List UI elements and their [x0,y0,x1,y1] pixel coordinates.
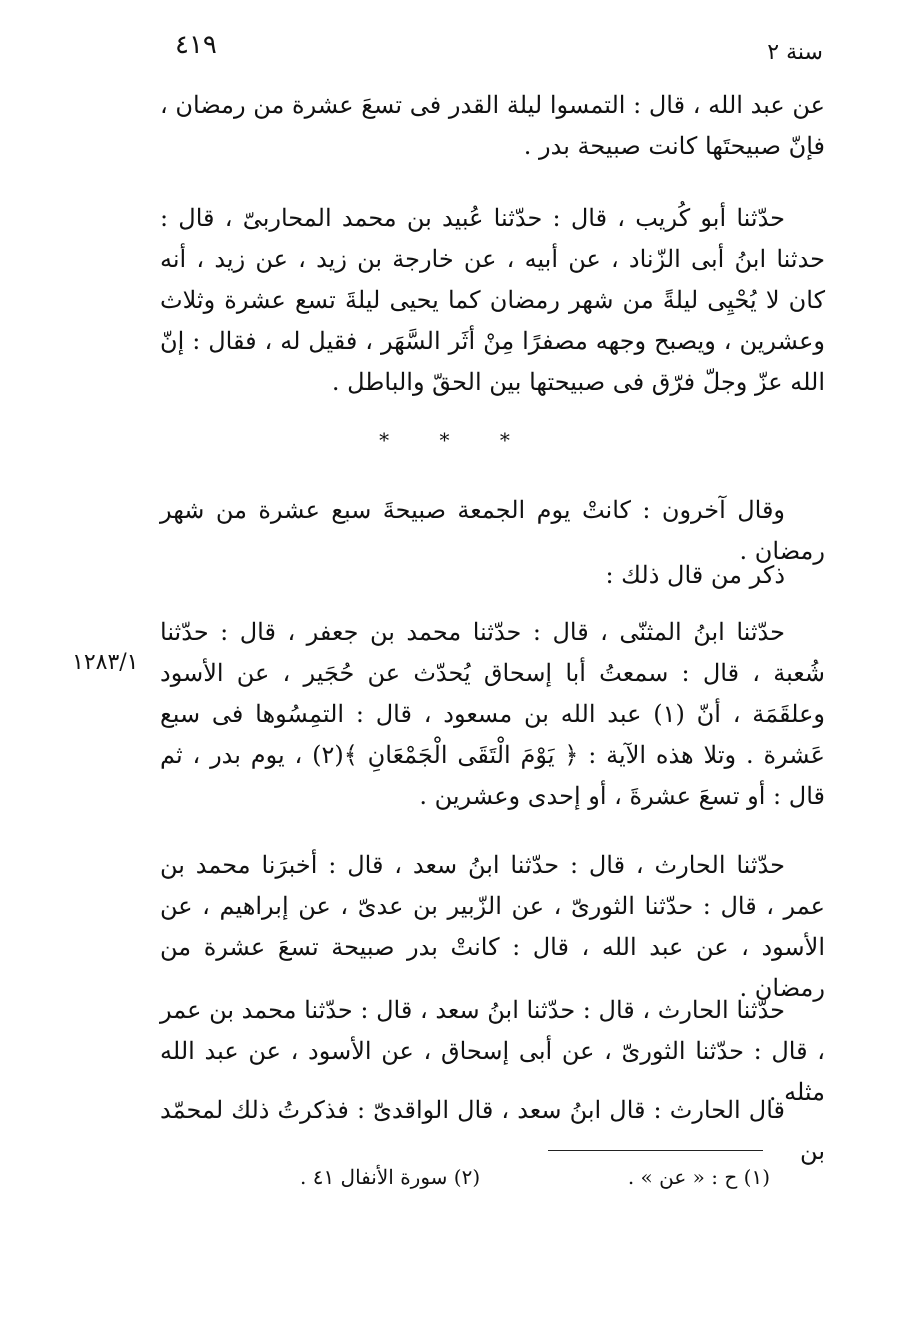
running-header: سنة ٢ [767,40,823,65]
paragraph-text: حدّثنا الحارث ، قال : حدّثنا ابنُ سعد ، قال : أخبرَنا محمد بن عمر ، قال : حدّثنا الثورىّ ، عن الزّبير بن عدىّ ، عن إبراهيم ، عن الأسود ، عن عبد الله ، قال : كانتْ بدر صبيحة تسعَ عشرة من رمضان . [160,851,825,1002]
heading-text: ذكر من قال ذلك : [605,561,785,589]
footnotes [300,1165,770,1189]
footnote: (٢) سورة الأنفال ٤١ . [300,1165,481,1189]
paragraph-text: قال الحارث : قال ابنُ سعد ، قال الواقدىّ : فذكرتُ ذلك لمحمّد بن [160,1096,825,1165]
paragraph [160,612,825,817]
paragraph-text: عن عبد الله ، قال : التمسوا ليلة القدر فى تسعَ عشرة من رمضان ، فإنّ صبيحتَها كانت صبيحة بدر . [160,91,825,160]
paragraph [160,85,825,167]
page-number: ٤١٩ [175,30,217,60]
footnote: (١) ح : « عن » . [627,1165,770,1189]
section-separator: * * * [379,428,532,452]
paragraph [160,1090,825,1172]
paragraph [160,845,825,1009]
paragraph-text: حدّثنا ابنُ المثنّى ، قال : حدّثنا محمد بن جعفر ، قال : حدّثنا شُعبة ، قال : سمعتُ أبا إسحاق يُحدّث عن حُجَير ، عن الأسود وعلقَمَة ، أنّ (١) عبد الله بن مسعود ، قال : التمِسُوها فى سبع عَشرة . وتلا هذه الآية : ﴿ يَوْمَ الْتَقَى الْجَمْعَانِ ﴾(٢) ، يوم بدر ، ثم قال : أو تسعَ عشرةَ ، أو إحدى وعشرين . [160,618,826,810]
section-heading [160,555,825,596]
paragraph-text: حدّثنا الحارث ، قال : حدّثنا ابنُ سعد ، قال : حدّثنا محمد بن عمر ، قال : حدّثنا الثورىّ ، عن أبى إسحاق ، عن الأسود ، عن عبد الله مثله . [160,996,825,1106]
margin-reference: ١٢٨٣/١ [72,650,139,675]
paragraph [160,198,825,403]
footnote-rule [548,1150,763,1151]
paragraph-text: وقال آخرون : كانتْ يوم الجمعة صبيحةَ سبع عشرة من شهر رمضان . [160,496,825,565]
paragraph-text: حدّثنا أبو كُريب ، قال : حدّثنا عُبيد بن محمد المحاربىّ ، قال : حدثنا ابنُ أبى الزّناد ، عن أبيه ، عن خارجة بن زيد ، عن زيد ، أنه كان لا يُحْيِى ليلةً من شهر رمضان كما يحيى ليلةَ تسع عشرة وثلاث وعشرين ، ويصبح وجهه مصفرًا مِنْ أثَر السَّهَر ، فقيل له ، فقال : إنّ الله عزّ وجلّ فرّق فى صبيحتها بين الحقّ والباطل . [160,204,825,396]
